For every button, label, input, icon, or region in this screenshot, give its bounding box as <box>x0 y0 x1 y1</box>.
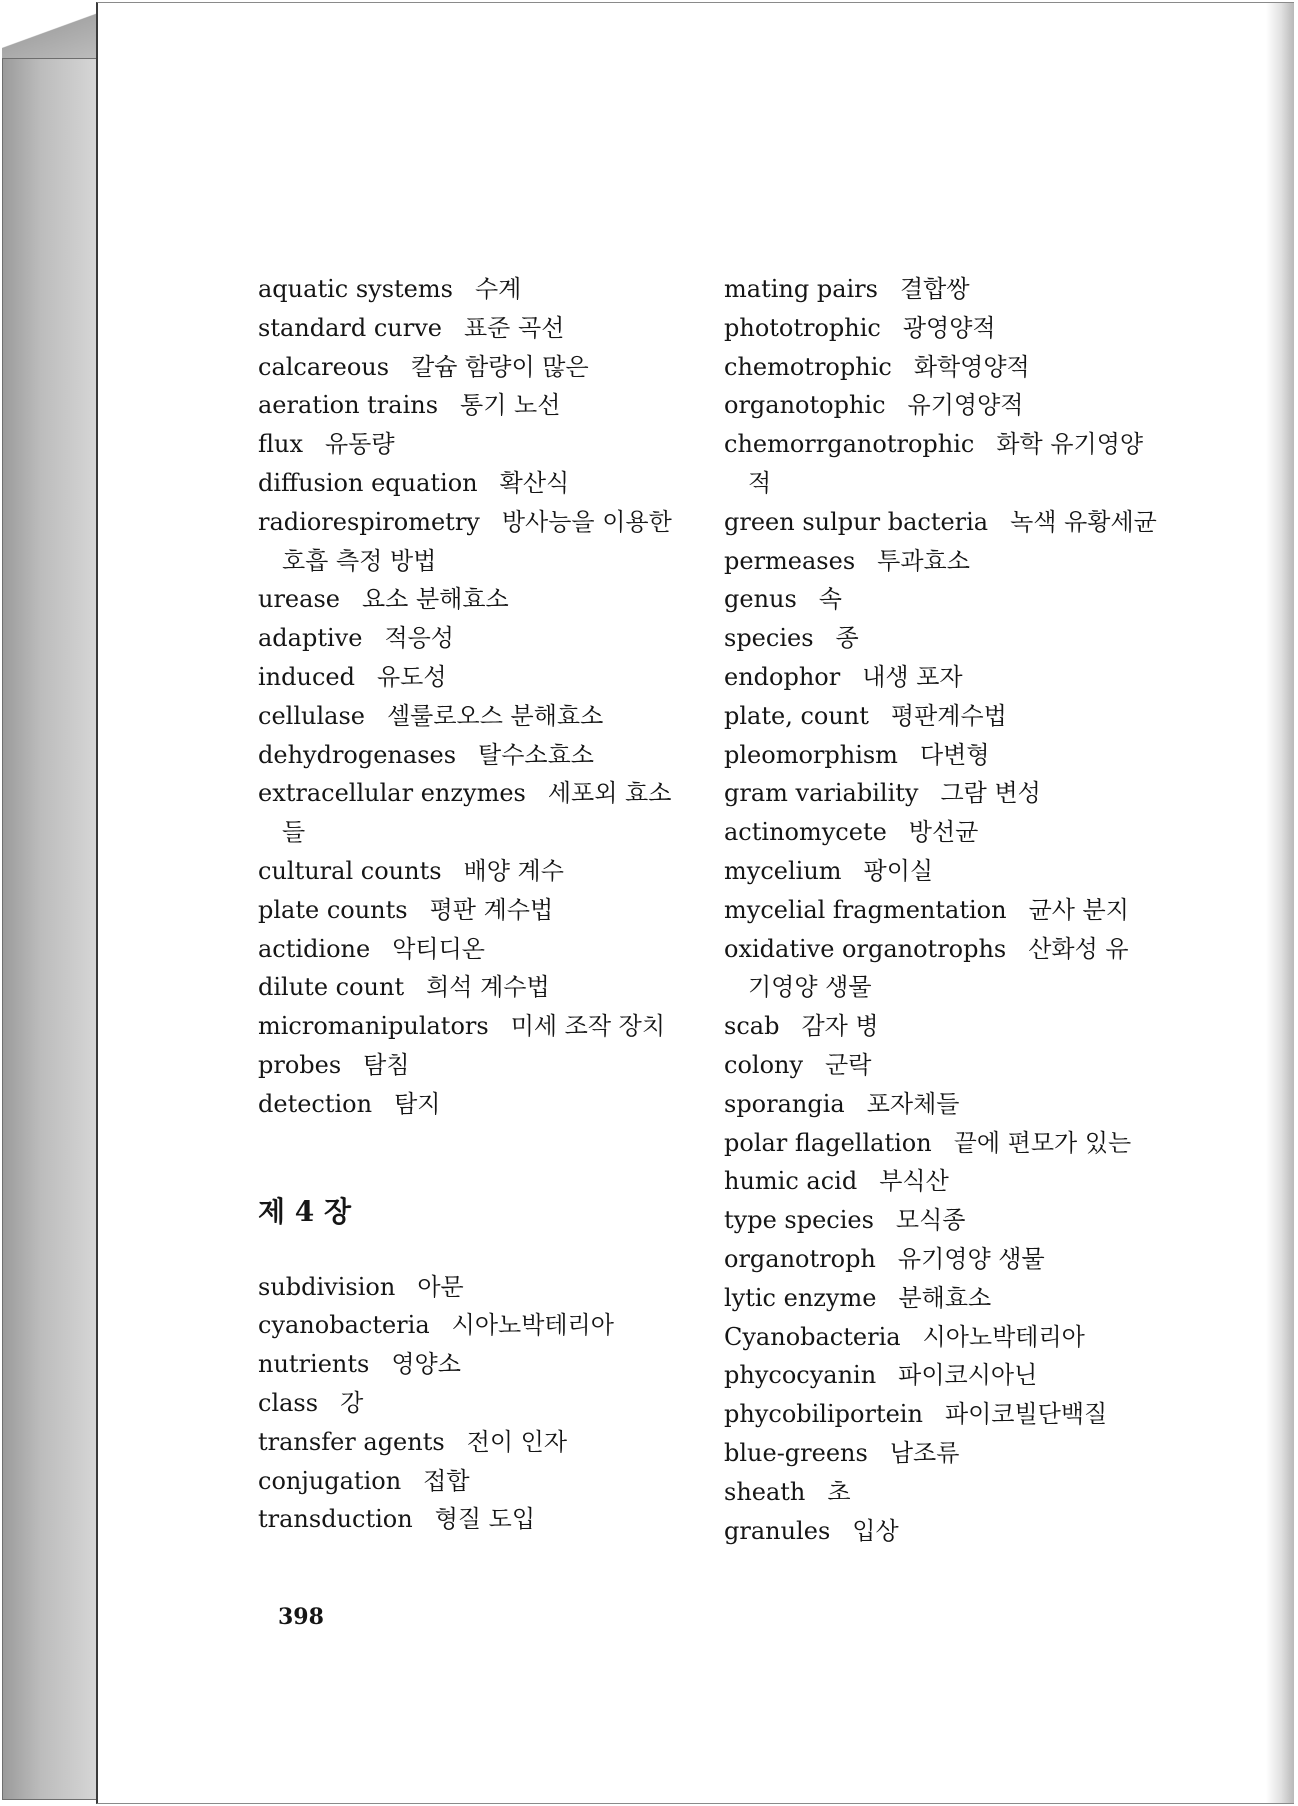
glossary-entry <box>258 425 698 464</box>
glossary-term: transfer agents <box>258 1427 445 1456</box>
left-column <box>258 270 698 1539</box>
glossary-entry <box>258 386 698 425</box>
glossary-term: induced <box>258 662 355 691</box>
glossary-translation: 내생 포자 <box>862 662 963 691</box>
glossary-translation: 악티디온 <box>392 934 485 963</box>
glossary-translation: 적응성 <box>384 624 454 653</box>
glossary-entry <box>724 1473 1169 1512</box>
glossary-entry <box>258 658 698 697</box>
glossary-entry <box>258 968 698 1007</box>
glossary-term: phycocyanin <box>724 1361 877 1390</box>
glossary-translation: 통기 노선 <box>460 391 561 420</box>
glossary-entry <box>258 1306 698 1345</box>
glossary-translation: 파이코시아닌 <box>898 1361 1038 1390</box>
glossary-translation: 포자체들 <box>866 1089 960 1118</box>
glossary-entry <box>724 1162 1169 1201</box>
glossary-term: actidione <box>258 934 371 963</box>
glossary-translation: 감자 병 <box>801 1012 879 1041</box>
glossary-entry <box>724 697 1169 736</box>
glossary-term: cellulase <box>258 701 365 730</box>
glossary-entry <box>258 1085 698 1124</box>
glossary-term: micromanipulators <box>258 1012 489 1041</box>
glossary-translation: 화학 유기영양 <box>996 430 1144 459</box>
glossary-translation: 방사능을 이용한 <box>501 507 672 536</box>
glossary-entry <box>724 1240 1169 1279</box>
glossary-entry <box>724 386 1169 425</box>
glossary-entry <box>258 309 698 348</box>
glossary-translation: 부식산 <box>879 1167 949 1196</box>
glossary-translation: 다변형 <box>919 740 990 769</box>
glossary-term: green sulpur bacteria <box>724 507 989 536</box>
glossary-translation: 속 <box>818 585 842 614</box>
glossary-translation: 광영양적 <box>902 313 996 342</box>
glossary-term: gram variability <box>724 779 919 808</box>
glossary-term: cyanobacteria <box>258 1311 430 1340</box>
glossary-entry <box>258 619 698 658</box>
glossary-entry <box>258 1462 698 1501</box>
glossary-term: class <box>258 1388 319 1417</box>
glossary-translation: 방선균 <box>908 818 979 847</box>
glossary-entry <box>258 1046 698 1085</box>
glossary-entry <box>258 1007 698 1046</box>
glossary-entry <box>258 1423 698 1462</box>
glossary-translation: 접합 <box>423 1466 470 1495</box>
glossary-term: blue-greens <box>724 1438 868 1467</box>
glossary-term: flux <box>258 430 303 459</box>
glossary-entry <box>258 348 698 387</box>
glossary-translation: 유동량 <box>325 430 395 459</box>
glossary-list-right <box>724 270 1169 1550</box>
glossary-entry <box>724 1279 1169 1318</box>
glossary-translation: 요소 분해효소 <box>361 585 509 614</box>
glossary-entry <box>724 1318 1169 1357</box>
glossary-term: polar flagellation <box>724 1128 932 1157</box>
glossary-translation: 팡이실 <box>863 856 934 885</box>
glossary-term: sporangia <box>724 1089 845 1118</box>
glossary-translation: 종 <box>835 624 859 653</box>
glossary-term: pleomorphism <box>724 740 898 769</box>
glossary-entry <box>258 464 698 503</box>
page-number: 398 <box>278 1604 324 1630</box>
glossary-entry <box>724 1395 1169 1434</box>
glossary-translation-continued: 호흡 측정 방법 <box>282 546 437 575</box>
glossary-entry <box>724 619 1169 658</box>
glossary-entry <box>258 736 698 775</box>
glossary-term: mycelium <box>724 856 842 885</box>
glossary-translation: 탐지 <box>394 1089 441 1118</box>
glossary-term: calcareous <box>258 352 390 381</box>
glossary-entry <box>258 1384 698 1423</box>
glossary-entry <box>724 1201 1169 1240</box>
glossary-entry <box>724 270 1169 309</box>
glossary-term: sheath <box>724 1477 806 1506</box>
glossary-term: humic acid <box>724 1167 858 1196</box>
glossary-term: mycelial fragmentation <box>724 895 1007 924</box>
page-edge-shadow <box>1266 3 1294 1803</box>
glossary-term: detection <box>258 1089 373 1118</box>
glossary-entry <box>724 1007 1169 1046</box>
glossary-translation: 확산식 <box>499 468 570 497</box>
glossary-term: transduction <box>258 1505 413 1534</box>
glossary-entry <box>724 425 1169 503</box>
glossary-entry <box>258 774 698 852</box>
glossary-translation: 시아노박테리아 <box>922 1322 1085 1351</box>
glossary-term: conjugation <box>258 1466 402 1495</box>
glossary-translation: 끝에 편모가 있는 <box>953 1128 1132 1157</box>
glossary-term: phycobiliportein <box>724 1400 923 1429</box>
glossary-term: Cyanobacteria <box>724 1322 901 1351</box>
book-spine-top <box>2 0 98 60</box>
glossary-term: organotophic <box>724 391 886 420</box>
glossary-term: endophor <box>724 662 841 691</box>
glossary-translation: 표준 곡선 <box>464 313 565 342</box>
glossary-translation: 탐침 <box>363 1050 410 1079</box>
glossary-term: chemorrganotrophic <box>724 430 975 459</box>
glossary-entry <box>258 1268 698 1307</box>
glossary-entry <box>724 1085 1169 1124</box>
glossary-entry <box>724 348 1169 387</box>
glossary-entry <box>258 1500 698 1539</box>
glossary-entry <box>724 930 1169 1008</box>
glossary-translation: 군락 <box>825 1050 872 1079</box>
glossary-translation: 아문 <box>417 1272 464 1301</box>
glossary-entry <box>724 503 1169 542</box>
glossary-term: probes <box>258 1050 342 1079</box>
glossary-term: species <box>724 624 814 653</box>
glossary-term: extracellular enzymes <box>258 779 526 808</box>
glossary-translation: 균사 분지 <box>1028 895 1129 924</box>
glossary-translation: 유도성 <box>376 662 447 691</box>
glossary-term: dilute count <box>258 973 405 1002</box>
glossary-term: mating pairs <box>724 275 878 303</box>
glossary-translation: 칼슘 함량이 많은 <box>411 352 589 381</box>
glossary-term: permeases <box>724 546 856 575</box>
glossary-term: colony <box>724 1050 804 1079</box>
glossary-translation: 그람 변성 <box>940 779 1041 808</box>
glossary-term: oxidative organotrophs <box>724 934 1007 963</box>
glossary-entry <box>724 1512 1169 1551</box>
glossary-entry <box>724 1356 1169 1395</box>
glossary-translation: 투과효소 <box>877 546 970 575</box>
glossary-translation: 형질 도입 <box>434 1505 536 1534</box>
glossary-translation: 분해효소 <box>898 1283 992 1312</box>
glossary-translation: 강 <box>340 1388 364 1417</box>
glossary-entry <box>724 852 1169 891</box>
glossary-list-left-a <box>258 270 698 1124</box>
glossary-translation: 파이코빌단백질 <box>944 1400 1108 1429</box>
glossary-translation: 평판계수법 <box>890 701 1007 730</box>
glossary-term: plate, count <box>724 701 869 730</box>
chapter-heading: 제 4 장 <box>258 1194 352 1228</box>
glossary-translation: 전이 인자 <box>466 1427 568 1456</box>
glossary-translation: 영양소 <box>391 1350 461 1379</box>
glossary-term: chemotrophic <box>724 352 892 381</box>
glossary-entry <box>724 813 1169 852</box>
glossary-translation: 유기영양적 <box>907 391 1024 420</box>
glossary-translation: 평판 계수법 <box>429 895 554 924</box>
glossary-entry <box>724 1124 1169 1163</box>
book-spine <box>2 58 98 1800</box>
glossary-term: organotroph <box>724 1244 876 1273</box>
glossary-entry <box>258 930 698 969</box>
glossary-entry <box>258 503 698 581</box>
glossary-translation: 셀룰로오스 분해효소 <box>386 701 604 730</box>
glossary-entry <box>258 891 698 930</box>
glossary-term: lytic enzyme <box>724 1283 877 1312</box>
glossary-list-left-b <box>258 1268 698 1540</box>
glossary-term: genus <box>724 585 797 614</box>
glossary-entry <box>724 736 1169 775</box>
glossary-term: subdivision <box>258 1272 396 1301</box>
glossary-translation: 수계 <box>474 275 522 303</box>
glossary-translation: 녹색 유황세균 <box>1010 507 1157 536</box>
glossary-term: diffusion equation <box>258 468 478 497</box>
glossary-translation: 시아노박테리아 <box>451 1311 614 1340</box>
glossary-term: plate counts <box>258 895 408 924</box>
glossary-term: granules <box>724 1516 831 1545</box>
glossary-translation: 입상 <box>852 1516 899 1545</box>
glossary-entry <box>724 658 1169 697</box>
glossary-term: dehydrogenases <box>258 740 457 769</box>
glossary-translation: 결합쌍 <box>899 275 970 303</box>
glossary-translation: 남조류 <box>889 1438 960 1467</box>
glossary-term: cultural counts <box>258 856 442 885</box>
glossary-translation-continued: 적 <box>748 468 772 497</box>
glossary-translation: 유기영양 생물 <box>897 1244 1045 1273</box>
glossary-term: aeration trains <box>258 391 439 420</box>
glossary-translation: 배양 계수 <box>463 856 564 885</box>
glossary-term: actinomycete <box>724 818 887 847</box>
glossary-entry <box>258 697 698 736</box>
glossary-term: nutrients <box>258 1350 370 1379</box>
glossary-entry <box>724 1046 1169 1085</box>
glossary-entry <box>724 309 1169 348</box>
glossary-translation: 미세 조작 장치 <box>510 1012 666 1041</box>
glossary-translation: 초 <box>827 1477 851 1506</box>
glossary-translation: 세포외 효소 <box>547 779 672 808</box>
glossary-translation: 탈수소효소 <box>478 740 594 769</box>
glossary-translation: 희석 계수법 <box>426 973 550 1002</box>
glossary-translation: 산화성 유 <box>1028 934 1129 963</box>
glossary-translation: 모식종 <box>895 1206 966 1235</box>
glossary-term: standard curve <box>258 313 442 342</box>
glossary-term: phototrophic <box>724 313 881 342</box>
glossary-term: type species <box>724 1206 874 1235</box>
glossary-entry <box>724 891 1169 930</box>
glossary-term: radiorespirometry <box>258 507 480 536</box>
glossary-entry <box>724 774 1169 813</box>
glossary-term: urease <box>258 585 340 614</box>
glossary-entry <box>258 270 698 309</box>
right-column <box>724 270 1169 1550</box>
glossary-translation: 화학영양적 <box>913 352 1030 381</box>
glossary-translation-continued: 기영양 생물 <box>748 973 872 1002</box>
glossary-translation-continued: 들 <box>282 818 306 847</box>
glossary-term: aquatic systems <box>258 275 453 303</box>
glossary-entry <box>258 852 698 891</box>
glossary-entry <box>724 542 1169 581</box>
glossary-term: adaptive <box>258 624 363 653</box>
glossary-term: scab <box>724 1012 780 1041</box>
glossary-entry <box>258 1345 698 1384</box>
glossary-entry <box>724 580 1169 619</box>
glossary-entry <box>724 1434 1169 1473</box>
glossary-entry <box>258 580 698 619</box>
